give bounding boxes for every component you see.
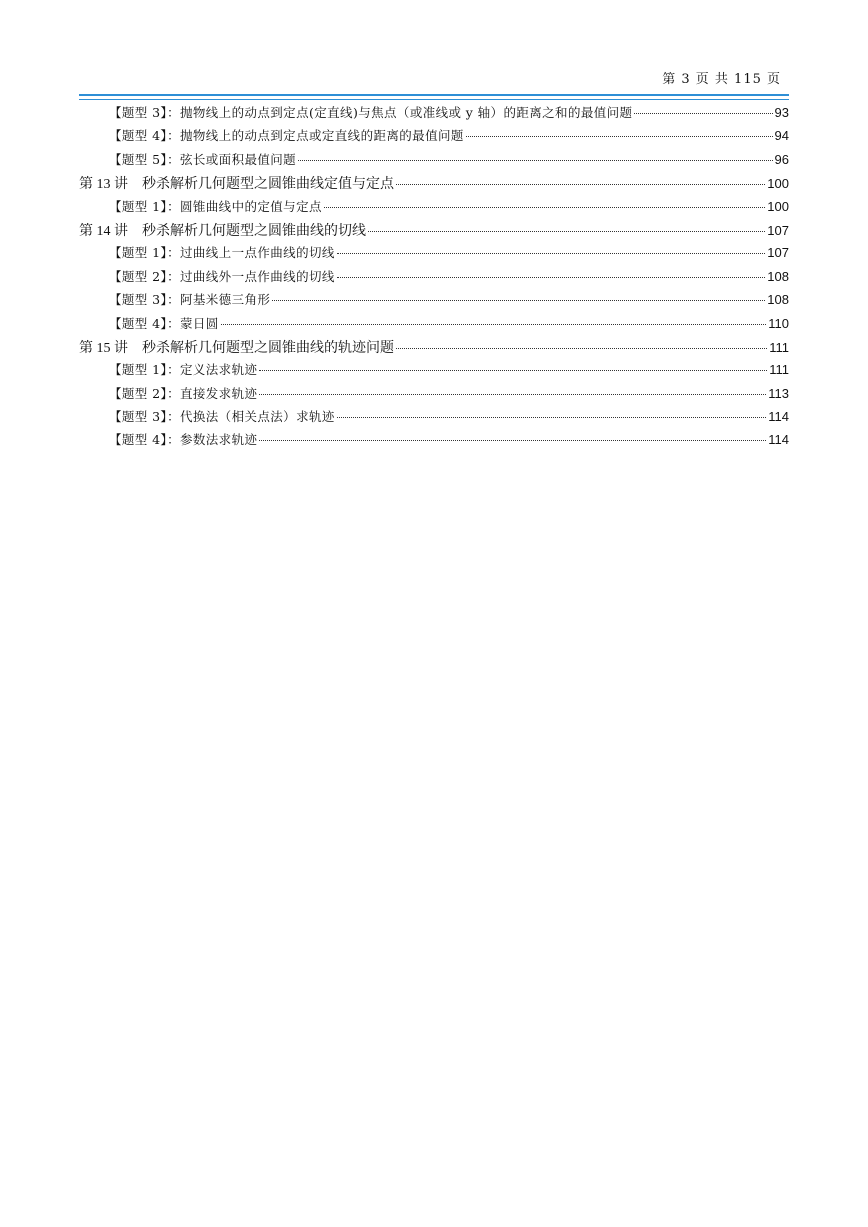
toc-lecture-entry[interactable] — [79, 337, 789, 360]
toc-entry-title: 【题型 5】：弦长或面积最值问题 — [109, 151, 297, 167]
toc-entry-page-number: 94 — [774, 128, 789, 144]
dot-leader — [634, 113, 772, 114]
dot-leader — [272, 300, 765, 301]
toc-entry-page-number: 107 — [767, 245, 789, 261]
toc-entry-page-number: 108 — [767, 292, 789, 308]
toc-entry-title: 【题型 1】：过曲线上一点作曲线的切线 — [109, 245, 335, 261]
toc-entry-page-number: 93 — [774, 105, 789, 120]
toc-subtopic-entry[interactable] — [79, 126, 789, 149]
toc-lecture-entry[interactable] — [79, 173, 789, 196]
dot-leader — [337, 277, 766, 278]
toc-entry-title: 第 13 讲 秒杀解析几何题型之圆锥曲线定值与定点 — [79, 177, 394, 193]
dot-leader — [324, 207, 765, 208]
dot-leader — [259, 370, 767, 371]
toc-subtopic-entry[interactable] — [79, 384, 789, 407]
toc-entry-page-number: 100 — [767, 176, 789, 192]
header-rule-thin — [79, 99, 789, 100]
toc-subtopic-entry[interactable] — [79, 197, 789, 220]
dot-leader — [298, 160, 772, 161]
toc-entry-title: 【题型 2】：过曲线外一点作曲线的切线 — [109, 268, 335, 284]
toc-entry-title: 【题型 3】：代换法（相关点法）求轨迹 — [109, 409, 335, 425]
toc-entry-title: 第 14 讲 秒杀解析几何题型之圆锥曲线的切线 — [79, 223, 366, 239]
dot-leader — [337, 417, 766, 418]
dot-leader — [259, 440, 766, 441]
toc-entry-page-number: 110 — [768, 315, 789, 331]
toc-subtopic-entry[interactable] — [79, 407, 789, 430]
toc-entry-title: 【题型 3】：阿基米德三角形 — [109, 292, 271, 308]
header-rule-thick — [79, 94, 789, 96]
toc-lecture-entry[interactable] — [79, 220, 789, 243]
toc-entry-title: 【题型 4】：抛物线上的动点到定点或定直线的距离的最值问题 — [109, 128, 464, 144]
dot-leader — [396, 184, 765, 185]
toc-entry-title: 【题型 2】：直接发求轨迹 — [109, 385, 258, 401]
toc-entry-page-number: 114 — [768, 432, 789, 448]
toc-subtopic-entry[interactable] — [79, 267, 789, 290]
toc-entry-page-number: 100 — [767, 198, 789, 214]
page-number: 第 3 页 共 115 页 — [662, 72, 781, 87]
dot-leader — [337, 253, 766, 254]
toc-entry-page-number: 111 — [769, 339, 789, 355]
toc-entry-title: 【题型 4】：蒙日圆 — [109, 315, 219, 331]
toc-subtopic-entry[interactable] — [79, 290, 789, 313]
toc-subtopic-entry[interactable] — [79, 103, 789, 126]
toc-subtopic-entry[interactable] — [79, 430, 789, 453]
toc-entry-page-number: 96 — [774, 151, 789, 167]
dot-leader — [221, 324, 767, 325]
table-of-contents — [79, 103, 789, 454]
toc-entry-title: 第 15 讲 秒杀解析几何题型之圆锥曲线的轨迹问题 — [79, 340, 394, 356]
toc-entry-page-number: 107 — [767, 222, 789, 238]
dot-leader — [466, 136, 773, 137]
page-header — [79, 66, 789, 88]
toc-entry-title: 【题型 3】：抛物线上的动点到定点(定直线)与焦点（或准线或 y 轴）的距离之和的最值问题 — [109, 105, 633, 120]
dot-leader — [259, 394, 766, 395]
dot-leader — [368, 231, 765, 232]
toc-entry-page-number: 114 — [768, 409, 789, 425]
toc-entry-title: 【题型 4】：参数法求轨迹 — [109, 432, 258, 448]
toc-entry-title: 【题型 1】：定义法求轨迹 — [109, 362, 258, 378]
dot-leader — [396, 348, 767, 349]
toc-subtopic-entry[interactable] — [79, 150, 789, 173]
toc-entry-title: 【题型 1】：圆锥曲线中的定值与定点 — [109, 198, 322, 214]
toc-subtopic-entry[interactable] — [79, 243, 789, 266]
toc-entry-page-number: 111 — [769, 362, 789, 378]
toc-entry-page-number: 108 — [767, 268, 789, 284]
toc-entry-page-number: 113 — [768, 385, 789, 401]
toc-subtopic-entry[interactable] — [79, 360, 789, 383]
toc-subtopic-entry[interactable] — [79, 314, 789, 337]
